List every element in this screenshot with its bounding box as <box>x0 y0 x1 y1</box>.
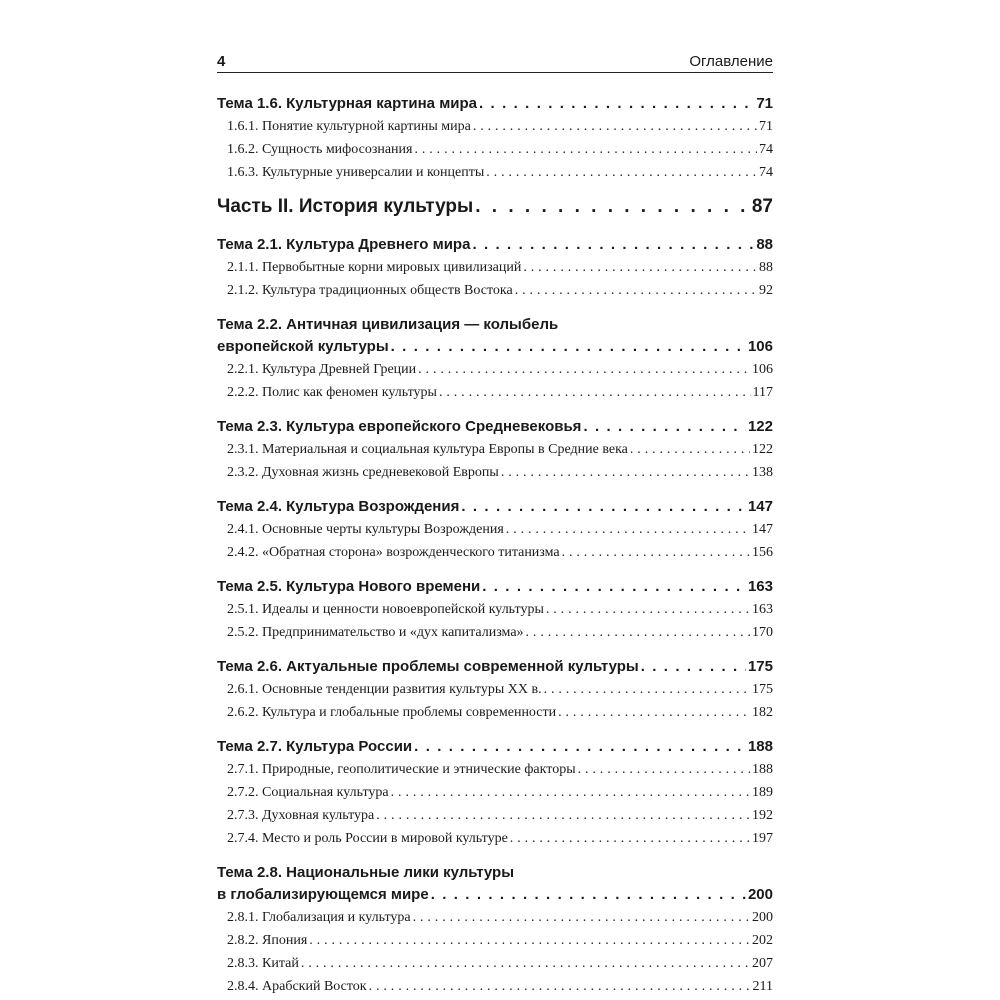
subtopic-entry[interactable] <box>217 461 773 484</box>
toc-topic <box>217 656 773 724</box>
dot-leader <box>480 576 748 598</box>
entry-title: 2.8.1. Глобализация и культура <box>227 910 411 925</box>
entry-title: Тема 2.6. Актуальные проблемы современной культуры <box>217 658 639 675</box>
part-entry[interactable] <box>217 192 773 222</box>
topic-entry[interactable] <box>217 336 773 358</box>
dot-leader <box>416 358 752 381</box>
dot-leader <box>299 952 752 975</box>
dot-leader <box>429 884 748 906</box>
entry-title: 2.7.1. Природные, геополитические и этнические факторы <box>227 762 576 777</box>
dot-leader <box>581 416 748 438</box>
entry-title: 1.6.2. Сущность мифосознания <box>227 142 413 157</box>
topic-entry[interactable] <box>217 576 773 598</box>
dot-leader <box>389 336 748 358</box>
page-number: 4 <box>217 53 226 70</box>
topic-title-line: Тема 2.8. Национальные лики культуры <box>217 864 515 881</box>
entry-title: Тема 2.3. Культура европейского Средневековья <box>217 418 582 435</box>
subtopic-entry[interactable] <box>217 438 773 461</box>
topic-entry[interactable] <box>217 416 773 438</box>
entry-title: Тема 2.1. Культура Древнего мира <box>217 236 471 253</box>
dot-leader <box>459 496 748 518</box>
entry-page: 88 <box>756 236 773 253</box>
entry-title: Тема 2.7. Культура России <box>217 738 413 755</box>
entry-title: 2.2.2. Полис как феномен культуры <box>227 385 437 400</box>
entry-title: Часть II. История культуры <box>217 196 474 217</box>
entry-title: 2.8.3. Китай <box>227 956 299 971</box>
entry-page: 188 <box>752 762 773 777</box>
entry-page: 92 <box>759 283 773 298</box>
entry-page: 189 <box>752 785 773 800</box>
entry-page: 122 <box>747 418 773 435</box>
dot-leader <box>470 234 756 256</box>
entry-page: 88 <box>759 260 773 275</box>
entry-page: 74 <box>759 165 773 180</box>
dot-leader <box>639 656 748 678</box>
entry-page: 163 <box>752 602 773 617</box>
entry-title: 2.1.1. Первобытные корни мировых цивилизаций <box>227 260 522 275</box>
dot-leader <box>521 256 759 279</box>
subtopic-entry[interactable] <box>217 279 773 302</box>
entry-page: 188 <box>747 738 773 755</box>
entry-title: 1.6.3. Культурные универсалии и концепты <box>227 165 485 180</box>
entry-page: 87 <box>751 196 773 217</box>
subtopic-entry[interactable] <box>217 701 773 724</box>
entry-title: Тема 1.6. Культурная картина мира <box>217 95 478 112</box>
page-header <box>217 48 773 73</box>
subtopic-entry[interactable] <box>217 906 773 929</box>
entry-title: европейской культуры <box>217 338 389 355</box>
entry-page: 138 <box>752 465 773 480</box>
subtopic-entry[interactable] <box>217 678 773 701</box>
subtopic-entry[interactable] <box>217 256 773 279</box>
subtopic-entry[interactable] <box>217 621 773 644</box>
subtopic-entry[interactable] <box>217 781 773 804</box>
toc-part <box>217 192 773 222</box>
entry-page: 211 <box>752 979 773 994</box>
dot-leader <box>544 598 752 621</box>
dot-leader <box>542 678 752 701</box>
toc-topic <box>217 416 773 484</box>
dot-leader <box>628 438 752 461</box>
entry-title: 2.8.2. Япония <box>227 933 308 948</box>
entry-page: 117 <box>752 385 773 400</box>
entry-page: 106 <box>747 338 773 355</box>
dot-leader <box>437 381 753 404</box>
table-of-contents <box>217 93 773 998</box>
entry-title: в глобализирующемся мире <box>217 886 429 903</box>
topic-entry[interactable] <box>217 736 773 758</box>
subtopic-entry[interactable] <box>217 804 773 827</box>
entry-page: 202 <box>752 933 773 948</box>
entry-title: 2.7.4. Место и роль России в мировой культуре <box>227 831 508 846</box>
entry-page: 192 <box>752 808 773 823</box>
entry-page: 147 <box>747 498 773 515</box>
toc-topic <box>217 736 773 850</box>
entry-title: 2.1.2. Культура традиционных обществ Востока <box>227 283 513 298</box>
subtopic-entry[interactable] <box>217 381 773 404</box>
entry-title: 2.6.2. Культура и глобальные проблемы современности <box>227 705 557 720</box>
dot-leader <box>560 541 752 564</box>
dot-leader <box>477 93 756 115</box>
dot-leader <box>508 827 752 850</box>
subtopic-entry[interactable] <box>217 758 773 781</box>
entry-page: 163 <box>747 578 773 595</box>
entry-page: 197 <box>752 831 773 846</box>
entry-page: 122 <box>752 442 773 457</box>
entry-title: 2.3.2. Духовная жизнь средневековой Европы <box>227 465 499 480</box>
subtopic-entry[interactable] <box>217 952 773 975</box>
subtopic-entry[interactable] <box>217 598 773 621</box>
toc-topic <box>217 862 773 998</box>
entry-page: 106 <box>752 362 773 377</box>
toc-topic <box>217 234 773 302</box>
entry-title: 2.5.1. Идеалы и ценности новоевропейской культуры <box>227 602 544 617</box>
topic-entry[interactable] <box>217 884 773 906</box>
running-title: Оглавление <box>689 53 773 70</box>
toc-topic <box>217 576 773 644</box>
subtopic-entry[interactable] <box>217 975 773 998</box>
dot-leader <box>556 701 752 724</box>
dot-leader <box>367 975 753 998</box>
toc-topic <box>217 314 773 404</box>
entry-page: 74 <box>759 142 773 157</box>
dot-leader <box>513 279 759 302</box>
entry-title: 2.4.1. Основные черты культуры Возрождения <box>227 522 504 537</box>
entry-page: 200 <box>752 910 773 925</box>
dot-leader <box>374 804 752 827</box>
entry-page: 175 <box>752 682 773 697</box>
entry-title: 2.8.4. Арабский Восток <box>227 979 367 994</box>
toc-topic <box>217 496 773 564</box>
entry-title: 2.4.2. «Обратная сторона» возрожденческого титанизма <box>227 545 560 560</box>
entry-page: 147 <box>752 522 773 537</box>
dot-leader <box>307 929 752 952</box>
topic-entry[interactable] <box>217 656 773 678</box>
topic-title-line: Тема 2.2. Античная цивилизация — колыбель <box>217 316 559 333</box>
entry-page: 200 <box>747 886 773 903</box>
dot-leader <box>473 192 752 222</box>
entry-page: 175 <box>747 658 773 675</box>
dot-leader <box>411 906 752 929</box>
dot-leader <box>504 518 752 541</box>
dot-leader <box>412 736 748 758</box>
toc-topic <box>217 93 773 184</box>
entry-title: 2.7.2. Социальная культура <box>227 785 389 800</box>
dot-leader <box>389 781 752 804</box>
topic-entry[interactable] <box>217 93 773 115</box>
entry-title: 2.3.1. Материальная и социальная культура Европы в Средние века <box>227 442 628 457</box>
subtopic-entry[interactable] <box>217 138 773 161</box>
dot-leader <box>471 115 759 138</box>
subtopic-entry[interactable] <box>217 541 773 564</box>
subtopic-entry[interactable] <box>217 827 773 850</box>
dot-leader <box>576 758 752 781</box>
entry-title: Тема 2.5. Культура Нового времени <box>217 578 481 595</box>
topic-entry[interactable] <box>217 496 773 518</box>
entry-page: 170 <box>752 625 773 640</box>
subtopic-entry[interactable] <box>217 518 773 541</box>
dot-leader <box>484 161 759 184</box>
entry-title: 2.2.1. Культура Древней Греции <box>227 362 417 377</box>
dot-leader <box>524 621 752 644</box>
entry-title: Тема 2.4. Культура Возрождения <box>217 498 460 515</box>
subtopic-entry[interactable] <box>217 929 773 952</box>
subtopic-entry[interactable] <box>217 115 773 138</box>
entry-title: 1.6.1. Понятие культурной картины мира <box>227 119 471 134</box>
entry-title: 2.7.3. Духовная культура <box>227 808 375 823</box>
subtopic-entry[interactable] <box>217 161 773 184</box>
entry-page: 71 <box>756 95 773 112</box>
entry-page: 182 <box>752 705 773 720</box>
entry-page: 156 <box>752 545 773 560</box>
entry-title: 2.6.1. Основные тенденции развития культуры XX в. <box>227 682 542 697</box>
subtopic-entry[interactable] <box>217 358 773 381</box>
entry-page: 71 <box>759 119 773 134</box>
dot-leader <box>412 138 759 161</box>
toc-page <box>217 48 773 998</box>
topic-entry[interactable] <box>217 234 773 256</box>
dot-leader <box>499 461 752 484</box>
entry-title: 2.5.2. Предпринимательство и «дух капитализма» <box>227 625 524 640</box>
entry-page: 207 <box>752 956 773 971</box>
